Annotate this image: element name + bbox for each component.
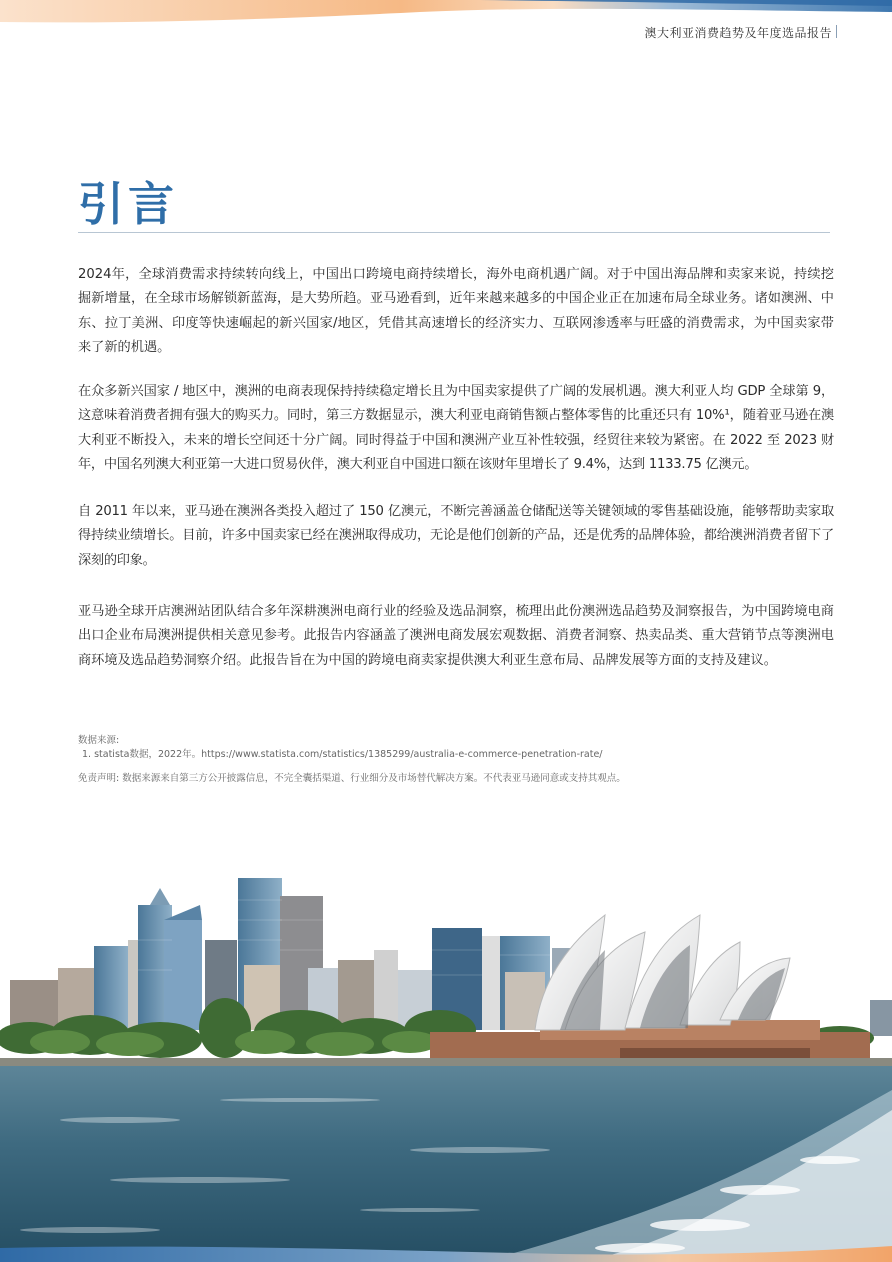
footnotes bbox=[78, 734, 838, 786]
page-title: 引言 bbox=[78, 177, 178, 231]
bottom-decorative-band bbox=[0, 1240, 892, 1262]
paragraph-3: 自 2011 年以来，亚马逊在澳洲各类投入超过了 150 亿澳元，不断完善涵盖仓储配送等关键领域的零售基础设施，能够帮助卖家取得持续业绩增长。目前，许多中国卖家已经在澳洲取得成功，无论是他们创新的产品，还是优秀的品牌体验，都给澳洲消费者留下了深刻的印象。 bbox=[78, 504, 834, 568]
report-header-title: 澳大利亚消费趋势及年度选品报告 bbox=[644, 26, 832, 40]
paragraph-2: 在众多新兴国家 / 地区中，澳洲的电商表现保持持续稳定增长且为中国卖家提供了广阔的发展机遇。澳大利亚人均 GDP 全球第 9，这意味着消费者拥有强大的购买力。同时，第三方数据显示，澳大利亚电商销售额占整体零售的比重还只有 10%¹，随着亚马逊在澳大利亚不断投入，未来的增长空间还十分广阔。同时得益于中国和澳洲产业互补性较强，经贸往来较为紧密。在 2022 至 2023 财年，中国名列澳大利亚第一大进口贸易伙伴，澳大利亚自中国进口额在该财年里增长了 9.4%，达到 1133.75 亿澳元。 bbox=[78, 384, 834, 472]
paragraph-4: 亚马逊全球开店澳洲站团队结合多年深耕澳洲电商行业的经验及选品洞察，梳理出此份澳洲选品趋势及洞察报告，为中国跨境电商出口企业布局澳洲提供相关意见参考。此报告内容涵盖了澳洲电商发展宏观数据、消费者洞察、热卖品类、重大营销节点等澳洲电商环境及选品趋势洞察介绍。此报告旨在为中国的跨境电商卖家提供澳大利亚生意布局、品牌发展等方面的支持及建议。 bbox=[78, 604, 834, 668]
sydney-skyline-image bbox=[0, 860, 892, 1262]
reference-1: 1. statista数据，2022年。https://www.statista.com/statistics/1385299/australia-e-commerce-penetration-rate/ bbox=[82, 749, 603, 760]
paragraph-1: 2024年，全球消费需求持续转向线上，中国出口跨境电商持续增长，海外电商机遇广阔。对于中国出海品牌和卖家来说，持续挖掘新增量，在全球市场解锁新蓝海，是大势所趋。亚马逊看到，近年来越来越多的中国企业正在加速布局全球业务。诸如澳洲、中东、拉丁美洲、印度等快速崛起的新兴国家/地区，凭借其高速增长的经济实力、互联网渗透率与旺盛的消费需求，为中国卖家带来了新的机遇。 bbox=[78, 267, 834, 355]
header-divider bbox=[836, 25, 837, 38]
top-decorative-band bbox=[0, 0, 892, 26]
title-divider bbox=[78, 232, 830, 233]
source-label: 数据来源: bbox=[78, 735, 120, 746]
disclaimer: 免责声明: 数据来源来自第三方公开披露信息，不完全囊括渠道、行业细分及市场替代解决方案。不代表亚马逊同意或支持其观点。 bbox=[78, 773, 626, 784]
